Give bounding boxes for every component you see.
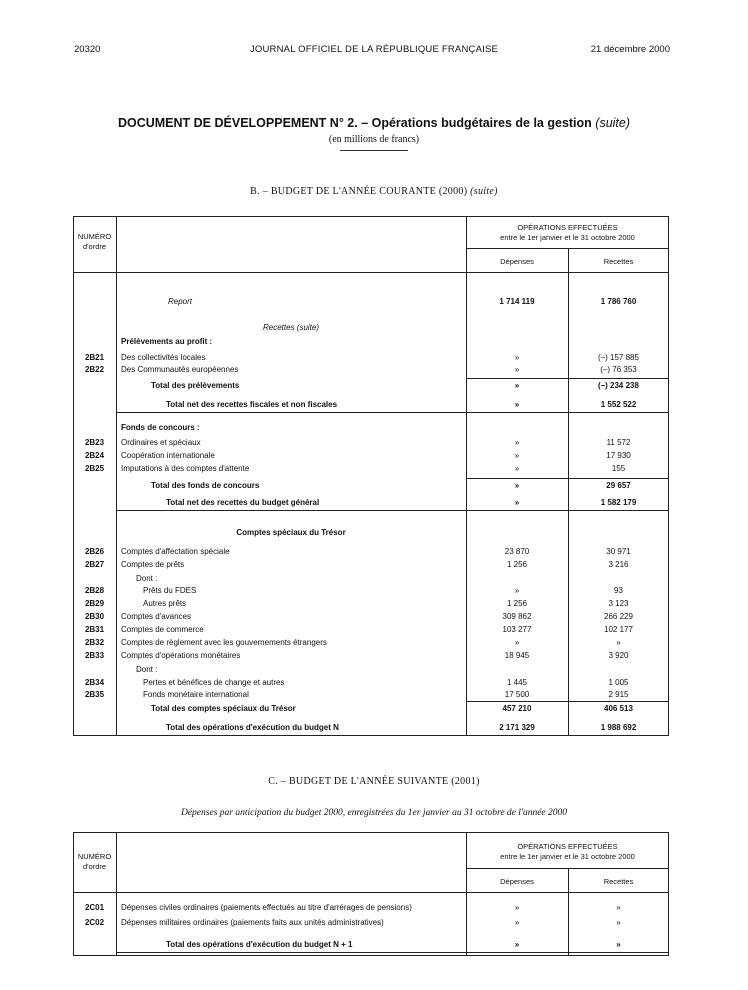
section-b-col-recettes: Recettes [603, 257, 634, 266]
row-label: Comptes de règlement avec les gouvernements étrangers [121, 637, 463, 649]
table-row [73, 703, 669, 715]
title-divider [340, 150, 408, 151]
row-depenses: » [514, 481, 520, 490]
row-label: Prélèvements au profit : [121, 337, 213, 346]
row-depenses: » [514, 451, 520, 460]
row-label: Dont : [136, 574, 158, 583]
row-code: 2C02 [84, 918, 105, 927]
row-depenses: » [514, 438, 520, 447]
row-label: Total net des recettes fiscales et non fiscales [166, 399, 463, 411]
total-separator [116, 412, 669, 413]
section-b-col-numero [73, 232, 116, 252]
total-separator [116, 735, 669, 736]
section-c-col-recettes: Recettes [603, 877, 634, 886]
section-b-col-depenses: Dépenses [500, 257, 534, 266]
table-row [73, 624, 669, 636]
c-col-numero-text: NUMÉRO [77, 852, 112, 861]
row-depenses: 18 945 [504, 651, 530, 660]
row-recettes: 1 988 692 [600, 723, 637, 732]
section-b-title-text: B. – BUDGET DE L'ANNÉE COURANTE (2000) [250, 186, 468, 197]
row-recettes: 1 552 522 [600, 400, 637, 409]
table-row [73, 546, 669, 558]
row-code: 2B26 [84, 547, 105, 556]
row-depenses: » [514, 400, 520, 409]
table-row [73, 497, 669, 509]
row-code: 2B22 [84, 365, 105, 374]
table-row [73, 611, 669, 623]
col-ordre-text: d'ordre [82, 242, 107, 251]
total-separator [116, 952, 669, 953]
row-depenses: » [514, 464, 520, 473]
row-label: Total des opérations d'exécution du budget N [166, 722, 463, 734]
row-recettes: 1 786 760 [600, 297, 637, 306]
row-label: Total des opérations d'exécution du budget N + 1 [166, 939, 463, 951]
row-code: 2B31 [84, 625, 105, 634]
table-row [73, 677, 669, 689]
row-depenses: 103 277 [502, 625, 532, 634]
row-recettes: » [616, 903, 621, 912]
table-row [73, 722, 669, 734]
row-label: Des Communautés européennes [121, 364, 463, 376]
table-row [73, 450, 669, 462]
row-depenses: » [514, 381, 520, 390]
row-label: Pertes et bénéfices de change et autres [143, 677, 463, 689]
table-row [73, 352, 669, 364]
row-code: 2B24 [84, 451, 105, 460]
row-depenses: 1 256 [506, 599, 528, 608]
row-label: Dépenses militaires ordinaires (paiements faits aux unités administratives) [121, 917, 463, 929]
c-col-ordre-text: d'ordre [82, 862, 107, 871]
row-label: Comptes de commerce [121, 624, 463, 636]
row-code: 2C01 [84, 903, 105, 912]
row-label: Dont : [136, 665, 158, 674]
table-row [73, 664, 669, 676]
col-numero-text: NUMÉRO [77, 232, 112, 241]
row-heading: Comptes spéciaux du Trésor [236, 528, 346, 537]
row-recettes: 1 582 179 [600, 498, 637, 507]
section-b-title [0, 186, 748, 197]
table-row [73, 559, 669, 571]
section-c-title: C. – BUDGET DE L'ANNÉE SUIVANTE (2001) [268, 776, 480, 787]
table-row [73, 364, 669, 376]
header-divider-ops [466, 248, 669, 249]
row-recettes: 2 915 [608, 690, 629, 699]
row-label: Autres prêts [143, 598, 463, 610]
row-code: 2B35 [84, 690, 105, 699]
total-separator [466, 478, 669, 479]
row-depenses: 1 256 [506, 560, 528, 569]
table-row [73, 598, 669, 610]
row-heading: Recettes (suite) [262, 323, 320, 332]
row-label: Total net des recettes du budget général [166, 497, 463, 509]
row-depenses: » [514, 638, 520, 647]
section-c-col-numero [73, 852, 116, 872]
row-label: Coopération internationale [121, 450, 463, 462]
row-recettes: 17 930 [606, 451, 631, 460]
row-depenses: 1 714 119 [499, 297, 535, 306]
row-depenses: 457 210 [502, 704, 532, 713]
row-code: 2B23 [84, 438, 105, 447]
row-label: Des collectivités locales [121, 352, 463, 364]
row-recettes: 266 229 [604, 612, 633, 621]
row-code: 2B30 [84, 612, 105, 621]
row-recettes: 11 572 [606, 438, 631, 447]
c-col-period-text: entre le 1er janvier et le 31 octobre 2000 [500, 852, 635, 861]
row-depenses: » [514, 365, 520, 374]
table-row [73, 689, 669, 701]
row-label: Total des prélèvements [151, 380, 463, 392]
col-period-text: entre le 1er janvier et le 31 octobre 2000 [500, 233, 635, 242]
row-recettes: (–) 234 238 [598, 381, 639, 390]
issue-date: 21 décembre 2000 [590, 44, 670, 55]
row-label: Ordinaires et spéciaux [121, 437, 463, 449]
row-recettes: » [616, 638, 621, 647]
page-number: 20320 [74, 44, 101, 55]
row-code: 2B32 [84, 638, 105, 647]
table-row [73, 437, 669, 449]
c-header-divider-bottom [73, 892, 669, 893]
section-b-title-suffix: (suite) [470, 186, 498, 197]
row-depenses: » [514, 353, 520, 362]
table-row [73, 463, 669, 475]
row-recettes: 30 971 [606, 547, 631, 556]
row-label: Total des fonds de concours [151, 480, 463, 492]
document-title-suffix: (suite) [595, 116, 631, 130]
row-label: Dépenses civiles ordinaires (paiements effectués au titre d'arrérages de pensions) [121, 902, 463, 914]
row-code: 2B29 [84, 599, 105, 608]
table-row [73, 585, 669, 597]
row-recettes: 3 123 [608, 599, 629, 608]
row-depenses: 309 862 [502, 612, 532, 621]
table-row [73, 650, 669, 662]
table-row [73, 480, 669, 492]
document-subtitle: (en millions de francs) [328, 134, 420, 145]
total-separator [466, 701, 669, 702]
row-depenses: » [514, 903, 520, 912]
col-operations-text: OPÉRATIONS EFFECTUÉES [517, 223, 618, 232]
row-depenses: 1 445 [506, 678, 528, 687]
row-code: 2B21 [84, 353, 105, 362]
table-row [73, 336, 669, 348]
c-col-divider-code [116, 832, 117, 956]
row-depenses: » [514, 586, 520, 595]
table-row [73, 637, 669, 649]
table-row [73, 399, 669, 411]
row-label: Comptes de prêts [121, 559, 463, 571]
total-separator [466, 378, 669, 379]
row-recettes: 3 216 [608, 560, 629, 569]
row-label: Comptes d'avances [121, 611, 463, 623]
row-recettes: (–) 157 885 [598, 353, 639, 362]
row-depenses: 2 171 329 [499, 723, 535, 732]
c-header-divider-ops [466, 868, 669, 869]
row-code: 2B34 [84, 678, 105, 687]
row-label: Comptes d'opérations monétaires [121, 650, 463, 662]
row-depenses: » [514, 940, 520, 949]
row-label: Fonds de concours : [121, 423, 200, 432]
row-depenses: » [514, 918, 520, 927]
header-divider-bottom [73, 272, 669, 273]
row-code: 2B33 [84, 651, 105, 660]
row-label: Prêts du FDES [143, 585, 463, 597]
table-row [73, 939, 669, 951]
table-row [73, 917, 669, 929]
row-recettes: » [616, 940, 621, 949]
table-row [73, 902, 669, 914]
c-col-operations-text: OPÉRATIONS EFFECTUÉES [517, 842, 618, 851]
row-code: 2B25 [84, 464, 105, 473]
row-recettes: 102 177 [604, 625, 633, 634]
document-title [0, 116, 748, 130]
section-c-col-operations [466, 842, 669, 862]
row-recettes: 29 657 [606, 481, 631, 490]
table-row [73, 573, 669, 585]
row-depenses: 17 500 [504, 690, 530, 699]
table-row [73, 527, 669, 539]
section-b-col-operations [466, 223, 669, 243]
section-c-col-depenses: Dépenses [500, 877, 534, 886]
row-recettes: (–) 76 353 [600, 365, 637, 374]
row-recettes: 155 [611, 464, 626, 473]
row-label: Comptes d'affectation spéciale [121, 546, 463, 558]
table-row [73, 322, 669, 334]
row-recettes: 3 920 [608, 651, 629, 660]
row-label: Total des comptes spéciaux du Trésor [151, 703, 463, 715]
row-depenses: » [514, 498, 520, 507]
row-recettes: 1 005 [608, 678, 629, 687]
row-recettes: 406 513 [604, 704, 633, 713]
row-label: Report [168, 296, 460, 308]
journal-title: JOURNAL OFFICIEL DE LA RÉPUBLIQUE FRANÇAISE [249, 44, 499, 55]
document-title-text: DOCUMENT DE DÉVELOPPEMENT N° 2. – Opérations budgétaires de la gestion [117, 116, 592, 130]
row-code: 2B27 [84, 560, 105, 569]
row-recettes: 93 [614, 586, 623, 595]
row-label: Fonds monétaire international [143, 689, 463, 701]
table-row [73, 296, 669, 308]
table-row [73, 422, 669, 434]
row-label: Imputations à des comptes d'attente [121, 463, 463, 475]
total-separator [116, 510, 669, 511]
table-row [73, 380, 669, 392]
section-c-note: Dépenses par anticipation du budget 2000, enregistrées du 1er janvier au 31 octobre de l'année 2000 [180, 808, 567, 818]
row-depenses: 23 870 [504, 547, 530, 556]
row-code: 2B28 [84, 586, 105, 595]
row-recettes: » [616, 918, 621, 927]
